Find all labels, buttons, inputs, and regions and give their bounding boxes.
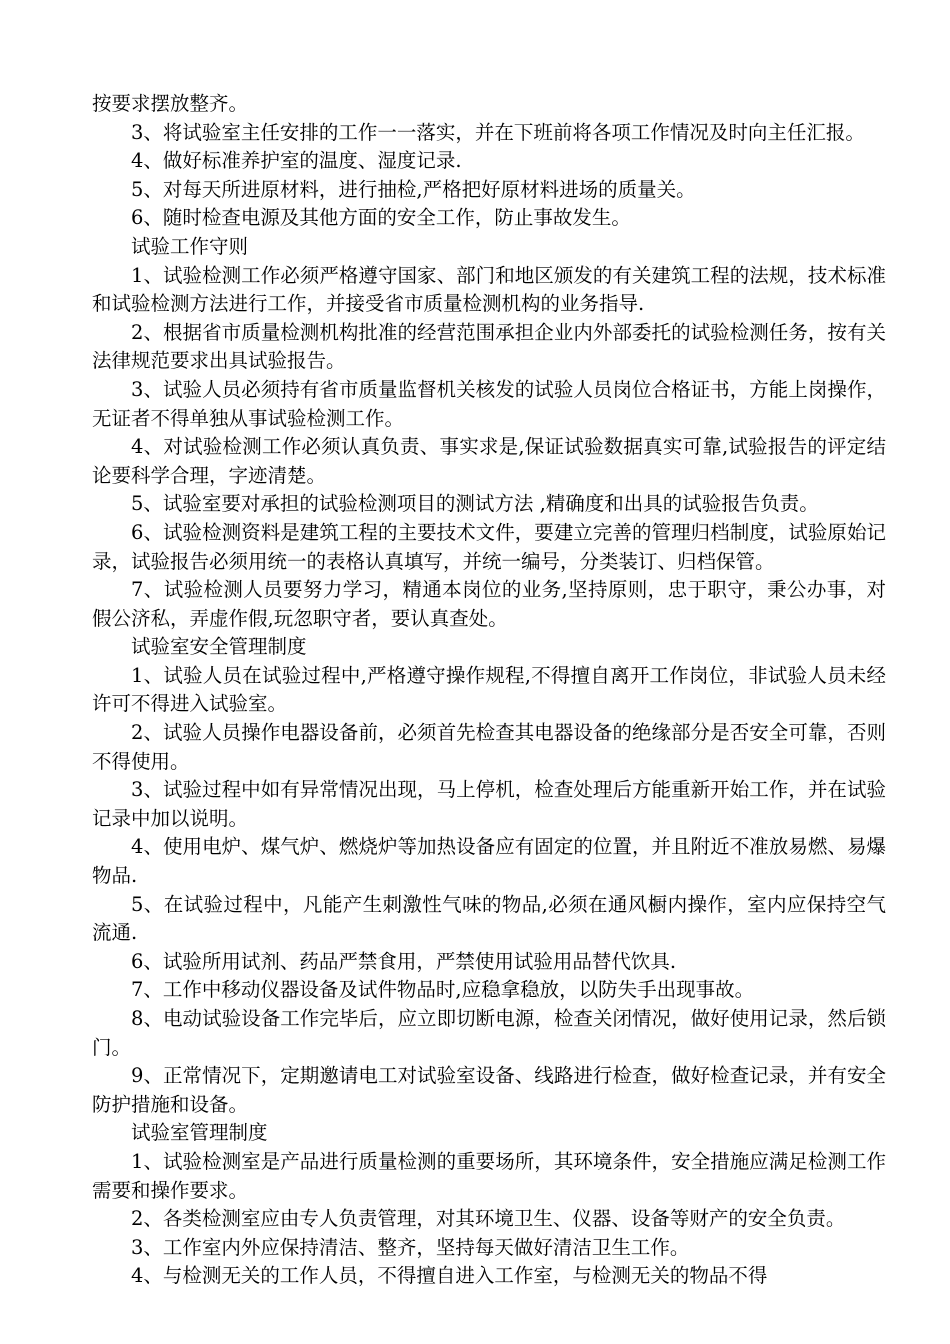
paragraph: 1、试验人员在试验过程中,严格遵守操作规程,不得擅自离开工作岗位，非试验人员未经许可不得进入试验室。 bbox=[92, 663, 886, 716]
paragraph: 2、根据省市质量检测机构批准的经营范围承担企业内外部委托的试验检测任务，按有关法律规范要求出具试验报告。 bbox=[92, 320, 886, 373]
paragraph: 5、在试验过程中，凡能产生刺激性气味的物品,必须在通风橱内操作，室内应保持空气流通. bbox=[92, 892, 886, 945]
section-heading: 试验工作守则 bbox=[131, 234, 249, 258]
section-heading: 试验室管理制度 bbox=[131, 1121, 268, 1145]
section-heading: 试验室安全管理制度 bbox=[131, 635, 307, 659]
paragraph: 7、工作中移动仪器设备及试件物品时,应稳拿稳放，以防失手出现事故。 bbox=[131, 978, 755, 1002]
paragraph: 按要求摆放整齐。 bbox=[92, 92, 249, 115]
paragraph: 4、做好标准养护室的温度、湿度记录. bbox=[131, 149, 462, 173]
paragraph: 2、各类检测室应由专人负责管理，对其环境卫生、仪器、设备等财产的安全负责。 bbox=[131, 1207, 846, 1231]
paragraph: 3、工作室内外应保持清洁、整齐，坚持每天做好清洁卫生工作。 bbox=[131, 1235, 690, 1259]
paragraph: 7、试验检测人员要努力学习，精通本岗位的业务,坚持原则，忠于职守，秉公办事，对假公济私，弄虚作假,玩忽职守者，要认真查处。 bbox=[92, 578, 886, 630]
paragraph: 2、试验人员操作电器设备前，必须首先检查其电器设备的绝缘部分是否安全可靠，否则不得使用。 bbox=[92, 721, 886, 773]
paragraph: 1、试验检测工作必须严格遵守国家、部门和地区颁发的有关建筑工程的法规，技术标准和试验检测方法进行工作，并接受省市质量检测机构的业务指导. bbox=[92, 263, 886, 316]
paragraph: 6、试验检测资料是建筑工程的主要技术文件，要建立完善的管理归档制度，试验原始记录，试验报告必须用统一的表格认真填写，并统一编号，分类装订、归档保管。 bbox=[92, 520, 886, 573]
paragraph: 5、试验室要对承担的试验检测项目的测试方法 ,精确度和出具的试验报告负责。 bbox=[131, 492, 819, 516]
paragraph: 4、对试验检测工作必须认真负责、事实求是,保证试验数据真实可靠,试验报告的评定结论要科学合理，字迹清楚。 bbox=[92, 435, 886, 487]
paragraph: 9、正常情况下，定期邀请电工对试验室设备、线路进行检查，做好检查记录，并有安全防护措施和设备。 bbox=[92, 1064, 886, 1116]
paragraph: 3、试验过程中如有异常情况出现，马上停机，检查处理后方能重新开始工作，并在试验记录中加以说明。 bbox=[92, 778, 886, 830]
paragraph: 4、使用电炉、煤气炉、燃烧炉等加热设备应有固定的位置，并且附近不准放易燃、易爆物品. bbox=[92, 835, 886, 888]
document-page bbox=[92, 90, 886, 1291]
paragraph: 8、电动试验设备工作完毕后，应立即切断电源，检查关闭情况，做好使用记录，然后锁门。 bbox=[92, 1007, 886, 1059]
paragraph: 6、随时检查电源及其他方面的安全工作，防止事故发生。 bbox=[131, 206, 631, 230]
paragraph: 3、试验人员必须持有省市质量监督机关核发的试验人员岗位合格证书，方能上岗操作，无证者不得单独从事试验检测工作。 bbox=[92, 377, 886, 430]
paragraph: 5、对每天所进原材料，进行抽检,严格把好原材料进场的质量关。 bbox=[131, 177, 696, 201]
paragraph: 1、试验检测室是产品进行质量检测的重要场所，其环境条件，安全措施应满足检测工作需要和操作要求。 bbox=[92, 1149, 886, 1202]
paragraph: 3、将试验室主任安排的工作一一落实，并在下班前将各项工作情况及时向主任汇报。 bbox=[131, 120, 865, 144]
paragraph: 4、与检测无关的工作人员，不得擅自进入工作室，与检测无关的物品不得 bbox=[131, 1264, 768, 1288]
paragraph: 6、试验所用试剂、药品严禁食用，严禁使用试验用品替代饮具. bbox=[131, 949, 677, 973]
